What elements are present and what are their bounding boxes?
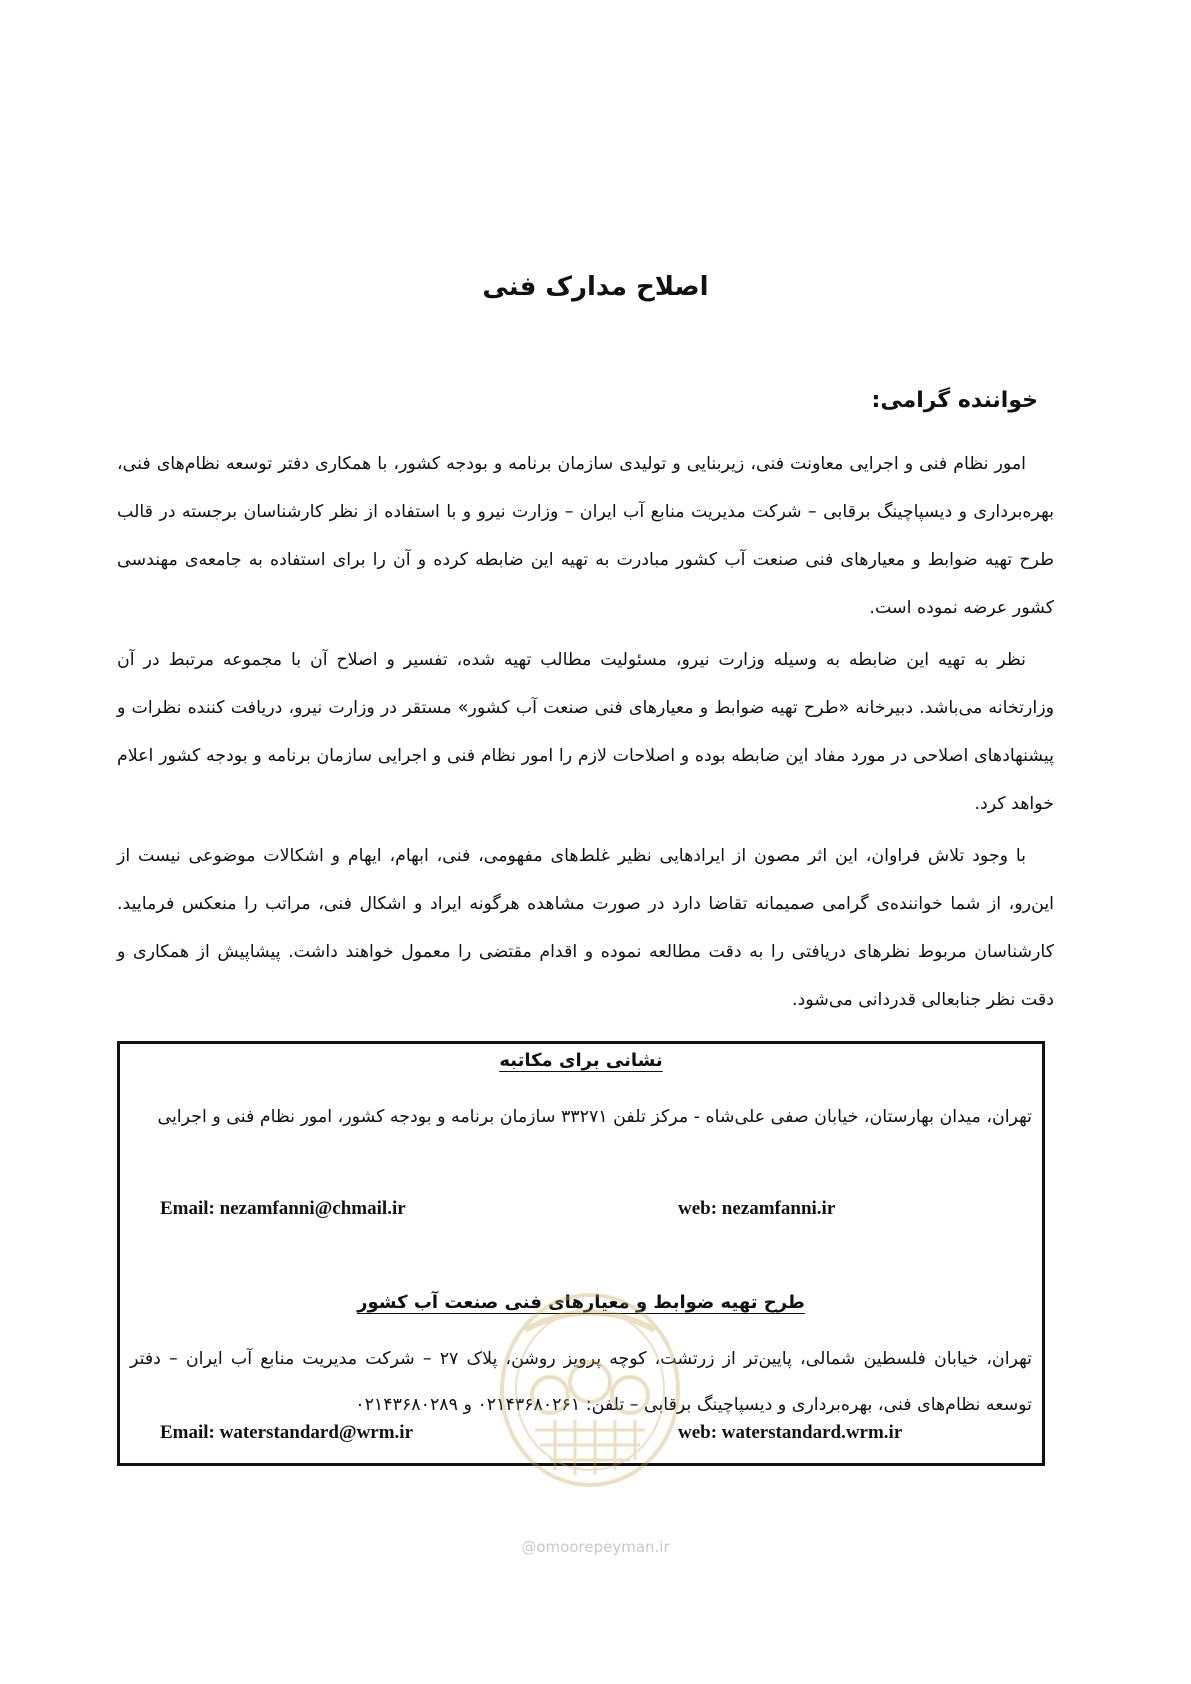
seal-watermark-logo	[495, 1290, 685, 1490]
page-title: اصلاح مدارک فنی	[482, 272, 709, 302]
correspondence-email-link[interactable]: Email: nezamfanni@chmail.ir	[160, 1198, 406, 1219]
body-text	[117, 440, 1054, 1028]
correspondence-heading	[120, 1050, 1042, 1071]
watermark-text: @omoorepeyman.ir	[521, 1538, 670, 1556]
correspondence-address: تهران، میدان بهارستان، خیابان صفی علی‌شاه - مرکز تلفن ۳۳۲۷۱ سازمان برنامه و بودجه کشور، امور نظام فنی و اجرایی	[157, 1107, 1032, 1127]
greeting-heading: خواننده گرامی:	[871, 388, 1038, 413]
correspondence-web-link[interactable]: web: nezamfanni.ir	[678, 1198, 836, 1219]
paragraph-1: امور نظام فنی و اجرایی معاونت فنی، زیربنایی و تولیدی سازمان برنامه و بودجه کشور، با همکاری دفتر توسعه نظام‌های فنی، بهره‌برداری و دیسپاچینگ برقابی – شرکت مدیریت منابع آب ایران – وزارت نیرو و با استفاده از نظر کارشناسان برجسته در قالب طرح تهیه ضوابط و معیارهای فنی صنعت آب کشور مبادرت به تهیه این ضابطه کرده و آن را برای استفاده به جامعه‌ی مهندسی کشور عرضه نموده است.	[117, 454, 1054, 618]
water-standards-heading-text: طرح تهیه ضوابط و معیارهای فنی صنعت آب کشور	[357, 1292, 805, 1313]
water-standards-email-link[interactable]: Email: waterstandard@wrm.ir	[160, 1422, 414, 1443]
paragraph-2: نظر به تهیه این ضابطه به وسیله وزارت نیرو، مسئولیت مطالب تهیه شده، تفسیر و اصلاح آن با مجموعه مرتبط در آن وزارتخانه می‌باشد. دبیرخانه «طرح تهیه ضوابط و معیارهای فنی صنعت آب کشور» مستقر در وزارت نیرو، دریافت کننده نظرات و پیشنهادهای اصلاحی در مورد مفاد این ضابطه بوده و اصلاحات لازم را امور نظام فنی و اجرایی سازمان برنامه و بودجه کشور اعلام خواهد کرد.	[117, 650, 1054, 814]
water-standards-web-link[interactable]: web: waterstandard.wrm.ir	[678, 1422, 903, 1443]
paragraph-3: با وجود تلاش فراوان، این اثر مصون از ایرادهایی نظیر غلط‌های مفهومی، فنی، ابهام، ایهام و اشکالات موضوعی نیست از این‌رو، از شما خواننده‌ی گرامی صمیمانه تقاضا دارد در صورت مشاهده هرگونه ایراد و اشکال فنی، مراتب را منعکس فرمایید. کارشناسان مربوط نظرهای دریافتی را به دقت مطالعه نموده و اقدام مقتضی را معمول خواهند داشت. پیشاپیش از همکاری و دقت نظر جنابعالی قدردانی می‌شود.	[117, 846, 1054, 1010]
correspondence-links	[120, 1198, 1042, 1228]
water-standards-address: تهران، خیابان فلسطین شمالی، پایین‌تر از زرتشت، کوچه پرویز روشن، پلاک ۲۷ – شرکت مدیریت منابع آب ایران – دفتر توسعه نظام‌های فنی، بهره‌برداری و دیسپاچینگ برقابی – تلفن: ۰۲۱۴۳۶۸۰۲۶۱ و ۰۲۱۴۳۶۸۰۲۸۹	[130, 1349, 1032, 1415]
correspondence-heading-text: نشانی برای مکاتبه	[499, 1050, 663, 1071]
